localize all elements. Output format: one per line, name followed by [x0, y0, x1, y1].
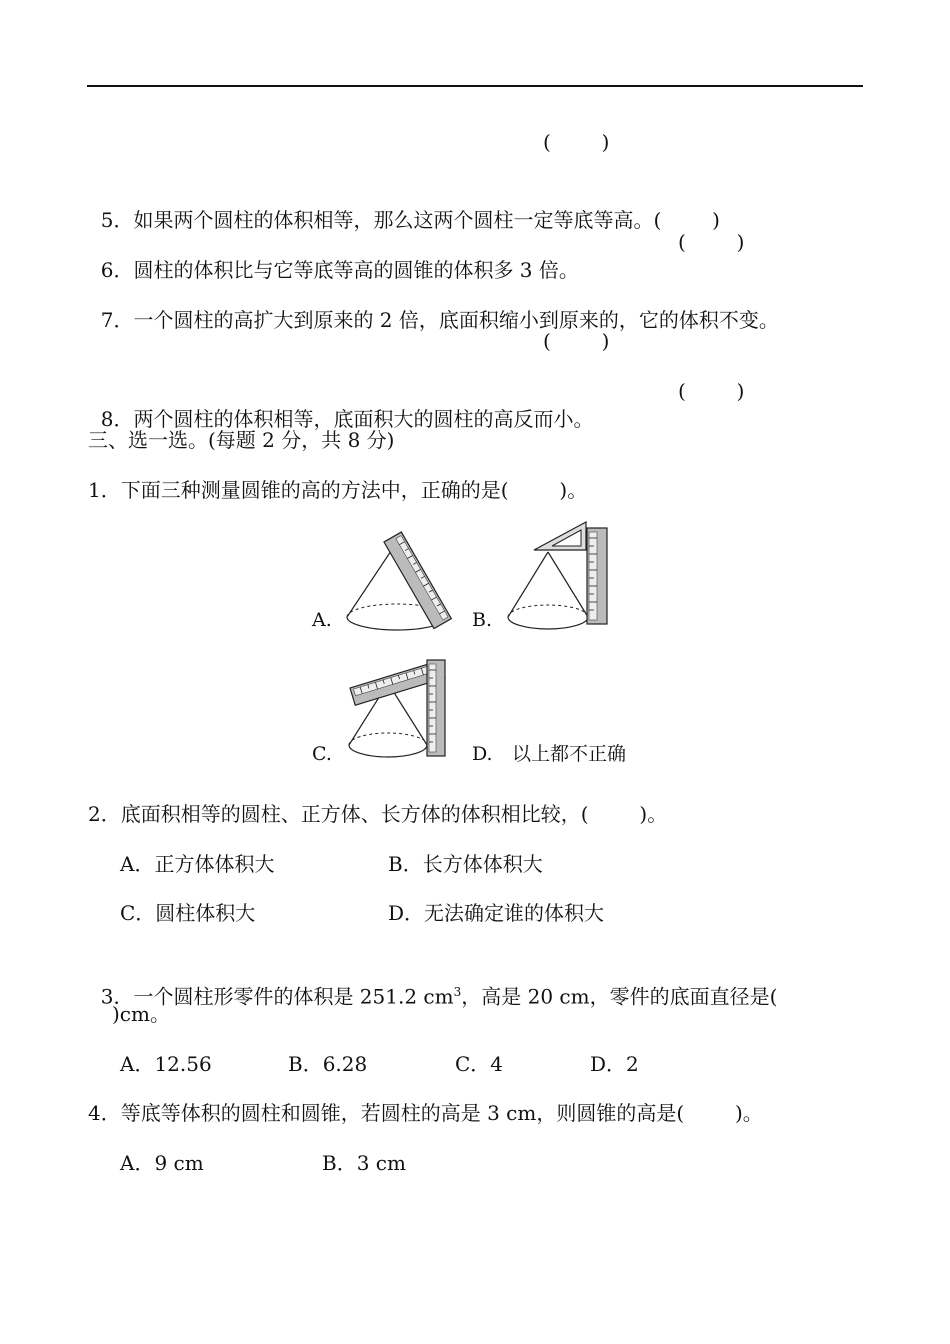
question-text: 如果两个圆柱的体积相等，那么这两个圆柱一定等底等高。( )	[133, 208, 720, 232]
q2-option-d: D．无法确定谁的体积大	[388, 901, 605, 925]
judge-question-6	[88, 228, 579, 284]
q3-superscript: 3	[453, 985, 462, 999]
q3-line-2: )cm。	[112, 1002, 170, 1026]
figure-label-a: A.	[312, 609, 332, 631]
header-rule	[87, 85, 863, 87]
q2-option-a: A．正方体体积大	[120, 852, 275, 876]
answer-blank-q8: ( )	[678, 379, 745, 403]
q3-text-before: 3．一个圆柱形零件的体积是 251.2 cm	[100, 984, 454, 1009]
judge-question-5	[88, 178, 720, 234]
answer-blank-q6: ( )	[678, 230, 745, 254]
figure-label-b: B.	[472, 609, 493, 631]
judge-question-7	[88, 278, 779, 334]
ruler-b	[587, 528, 607, 624]
q3-option-b: B．6.28	[288, 1052, 368, 1076]
q2-option-b: B．长方体体积大	[388, 852, 543, 876]
choice-question-1: 1．下面三种测量圆锥的高的方法中，正确的是( )。	[88, 478, 588, 502]
set-square-b	[534, 522, 586, 550]
ruler-a	[384, 532, 451, 629]
figure-label-d: D.	[472, 743, 493, 765]
question-text: 一个圆柱的高扩大到原来的 2 倍，底面积缩小到原来的，它的体积不变。	[133, 308, 779, 332]
figure-label-c: C.	[312, 743, 332, 765]
question-text: 两个圆柱的体积相等，底面积大的圆柱的高反而小。	[133, 407, 594, 431]
question-number: 6．	[100, 258, 134, 282]
ruler-c-vertical	[427, 660, 445, 756]
cone-diagrams	[300, 520, 670, 780]
question-text: 圆柱的体积比与它等底等高的圆锥的体积多 3 倍。	[133, 258, 579, 282]
cone-measure-figure	[300, 520, 670, 780]
answer-blank-q4-prev: ( )	[543, 130, 610, 154]
q2-option-c: C．圆柱体积大	[120, 901, 256, 925]
q3-option-a: A．12.56	[120, 1052, 212, 1076]
q3-option-c: C．4	[455, 1052, 504, 1076]
choice-question-3	[88, 950, 777, 1011]
judge-question-8	[88, 377, 593, 433]
answer-blank-q7: ( )	[543, 329, 610, 353]
q4-option-b: B．3 cm	[322, 1151, 406, 1175]
cone-b	[508, 552, 588, 629]
q3-option-d: D．2	[590, 1052, 639, 1076]
choice-question-2: 2．底面积相等的圆柱、正方体、长方体的体积相比较，( )。	[88, 802, 668, 826]
q3-text-after: ，高是 20 cm，零件的底面直径是(	[461, 984, 778, 1009]
choice-question-4: 4．等底等体积的圆柱和圆锥，若圆柱的高是 3 cm，则圆锥的高是( )。	[88, 1101, 763, 1125]
figure-option-d-text: 以上都不正确	[512, 743, 627, 765]
q4-option-a: A．9 cm	[120, 1151, 204, 1175]
section-3-title: 三、选一选。(每题 2 分，共 8 分)	[88, 428, 395, 452]
question-number: 5．	[100, 208, 134, 232]
question-number: 7．	[100, 308, 134, 332]
question-number: 8．	[100, 407, 134, 431]
